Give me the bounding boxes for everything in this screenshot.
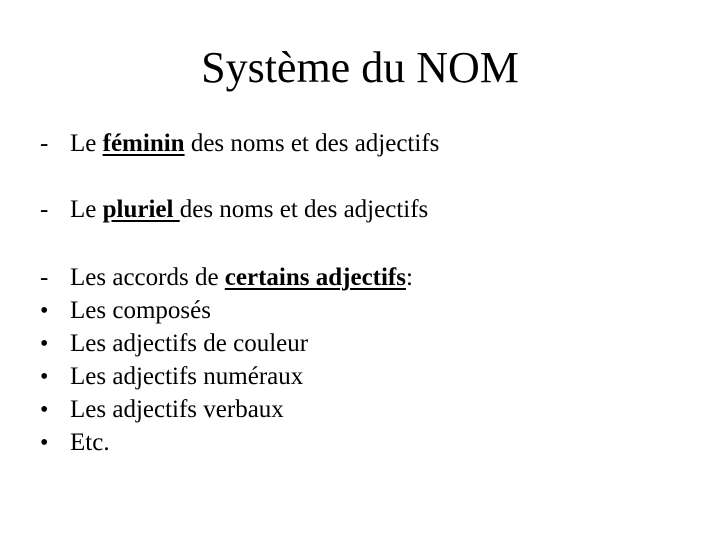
bullet-text: Les composés <box>70 297 211 324</box>
item-emphasis: certains adjectifs <box>224 264 406 291</box>
bullet-text: Les adjectifs numéraux <box>70 363 304 390</box>
bullet-text: Etc. <box>70 429 110 456</box>
bullet-marker: • <box>40 298 49 324</box>
dash-marker: - <box>40 196 49 223</box>
item-text-before: Le <box>70 130 103 157</box>
item-text-before: Les accords de <box>70 264 225 291</box>
bullet-item <box>40 393 284 427</box>
dash-marker: - <box>40 264 49 291</box>
item-emphasis: pluriel <box>102 196 180 223</box>
bullet-marker: • <box>40 364 49 390</box>
bullet-item <box>40 360 303 394</box>
bullet-item <box>40 327 308 361</box>
bullet-item <box>40 294 211 328</box>
dash-marker: - <box>40 130 49 157</box>
item-emphasis: féminin <box>102 130 185 157</box>
item-text-after: des noms et des adjectifs <box>179 196 429 223</box>
list-item-plural <box>40 193 428 226</box>
bullet-marker: • <box>40 397 49 423</box>
bullet-item <box>40 426 110 460</box>
item-text-before: Le <box>70 196 103 223</box>
bullet-marker: • <box>40 331 49 357</box>
bullet-text: Les adjectifs de couleur <box>70 330 309 357</box>
list-item-feminine <box>40 127 439 160</box>
item-text-after: : <box>406 264 413 291</box>
item-text-after: des noms et des adjectifs <box>184 130 440 157</box>
bullet-marker: • <box>40 430 49 456</box>
slide-title: Système du NOM <box>201 43 519 92</box>
bullet-text: Les adjectifs verbaux <box>70 396 284 423</box>
list-item-agreements <box>40 261 413 294</box>
